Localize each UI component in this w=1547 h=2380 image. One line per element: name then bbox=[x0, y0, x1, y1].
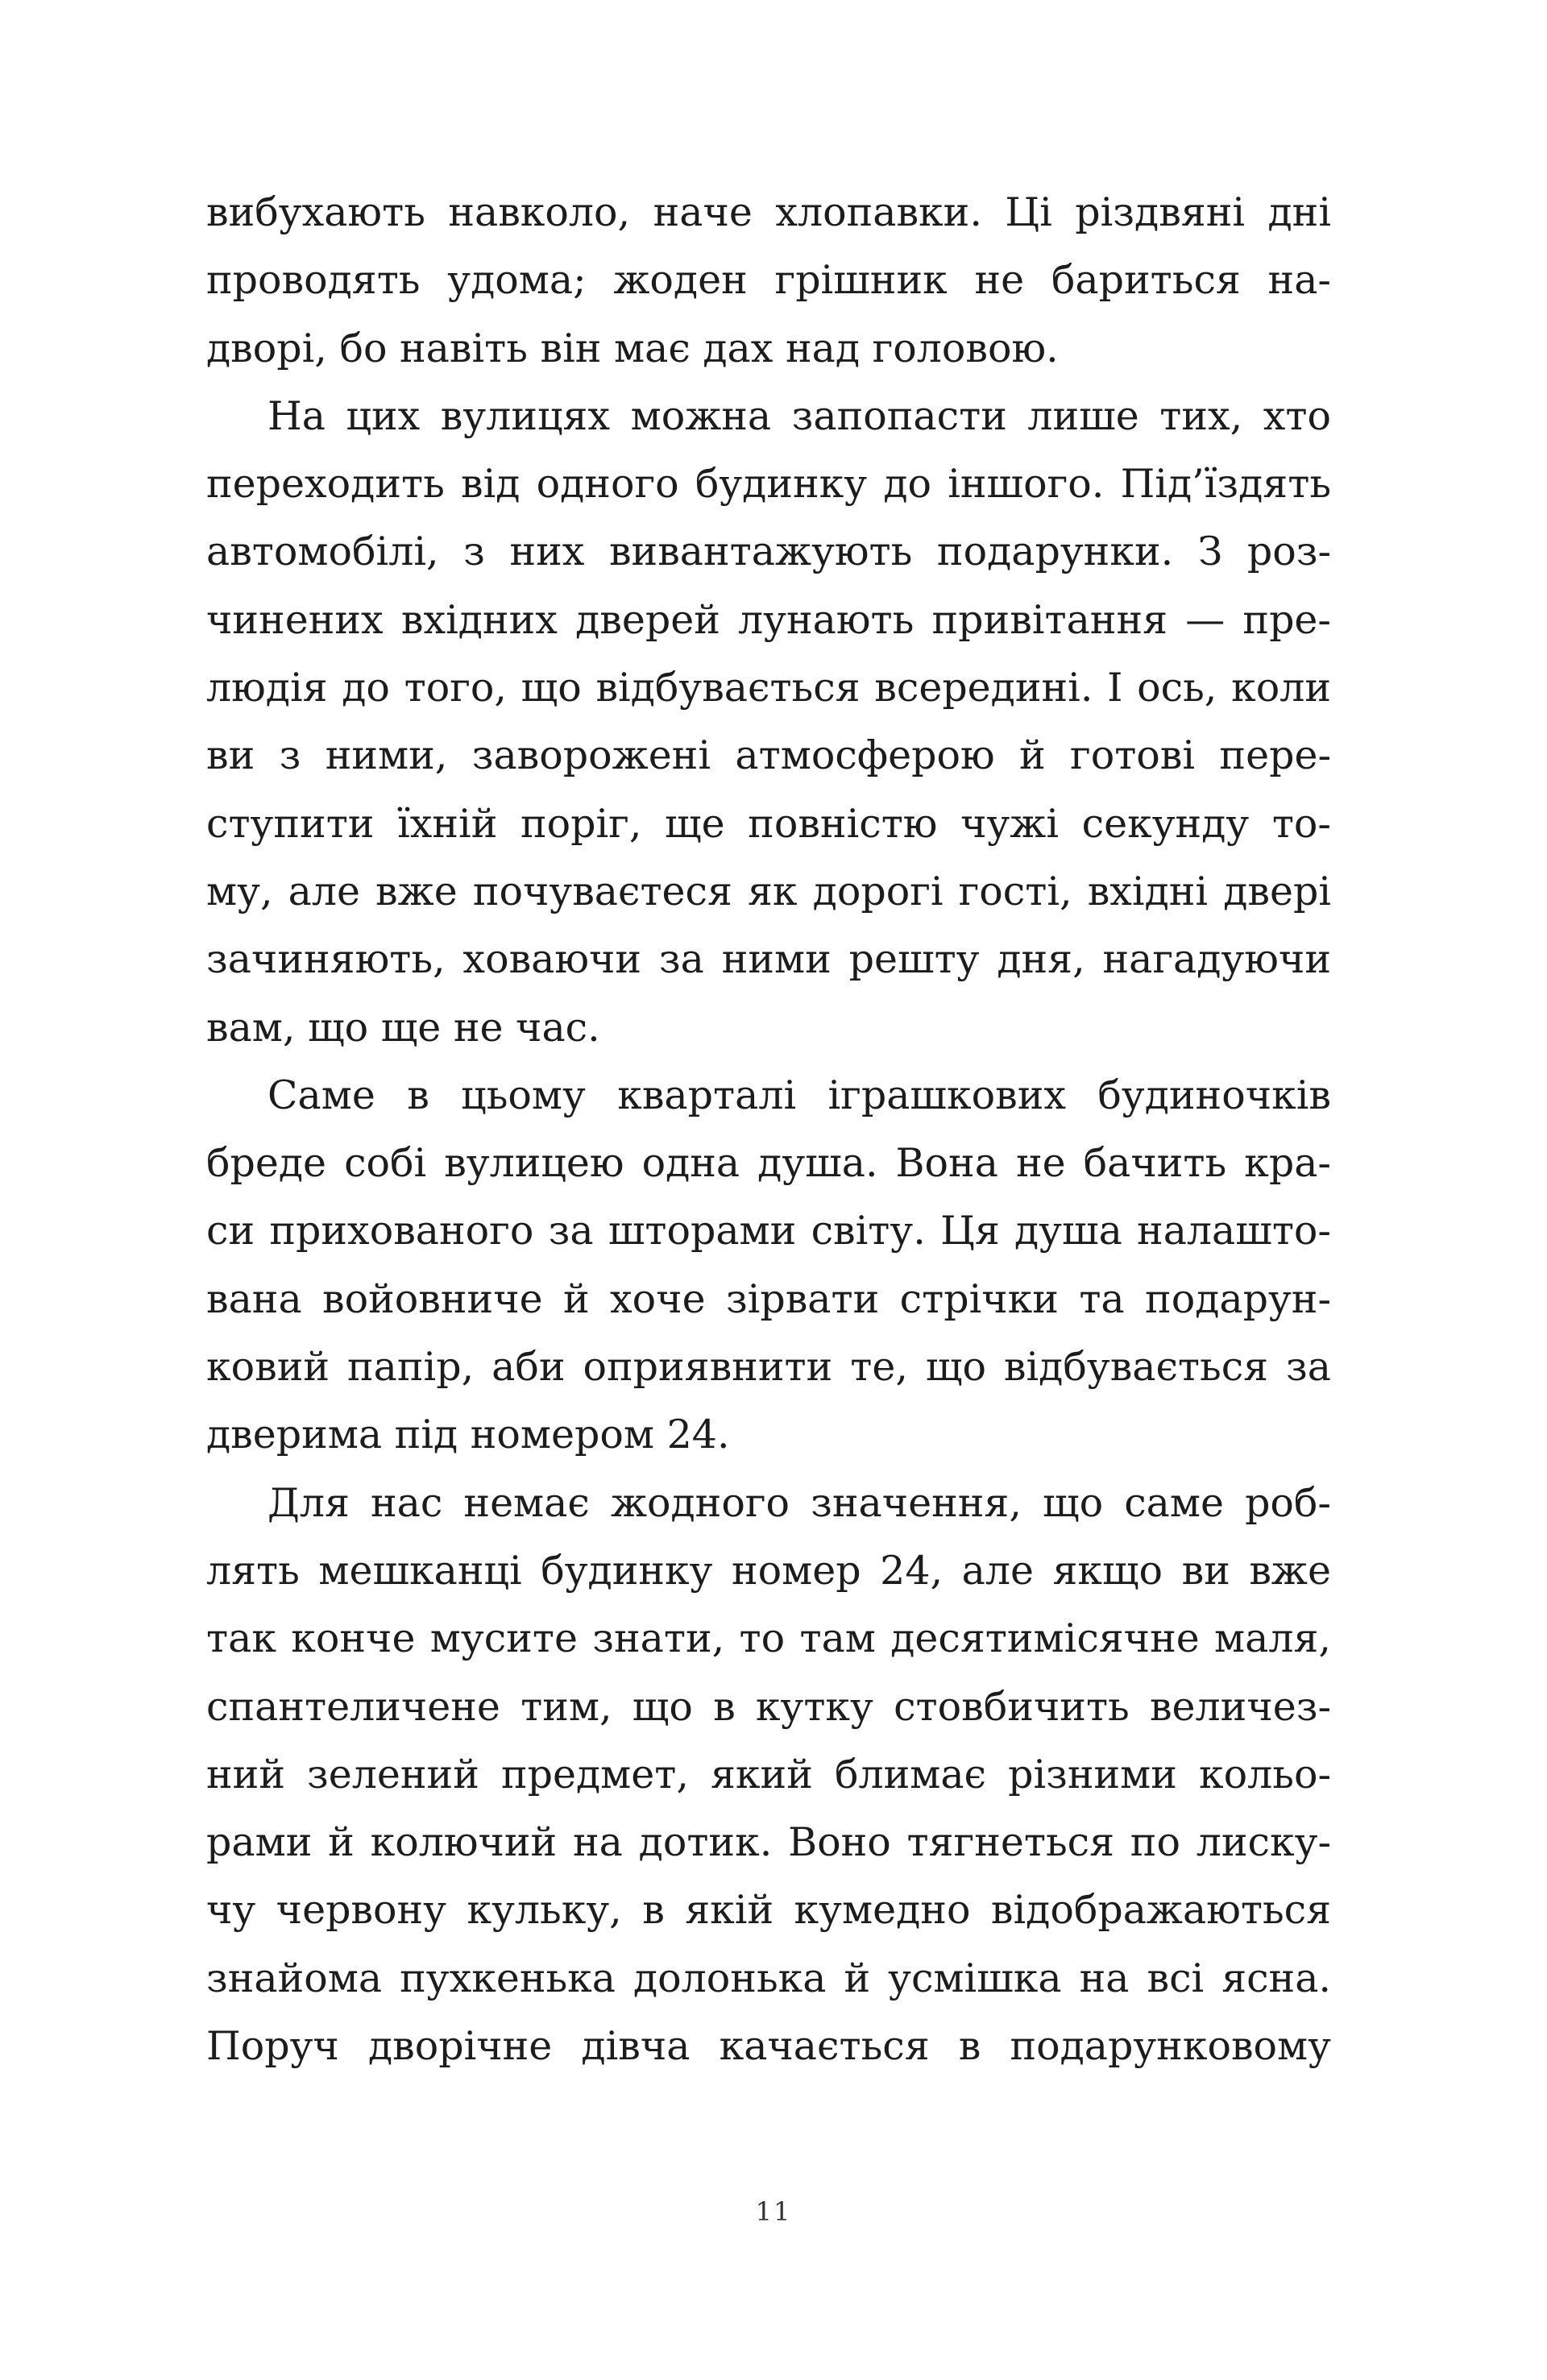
text-line: вам, що ще не час. bbox=[206, 1004, 600, 1051]
text-line: ви з ними, заворожені атмосферою й готові пере- bbox=[206, 732, 1331, 779]
text-line: проводять удома; жоден грішник не бариться на- bbox=[206, 257, 1331, 304]
text-line: автомобілі, з них вивантажують подарунки. З роз- bbox=[206, 529, 1331, 575]
text-line: Поруч дворічне дівча качається в подарунковому bbox=[206, 2023, 1331, 2070]
text-line: ковий папір, аби оприявнити те, що відбувається за bbox=[206, 1344, 1331, 1391]
text-line: людія до того, що відбувається всередині. І ось, коли bbox=[206, 665, 1331, 711]
text-line: переходить від одного будинку до іншого. Під’їздять bbox=[206, 461, 1331, 508]
text-line: дворі, бо навіть він має дах над головою. bbox=[206, 325, 1059, 371]
text-line: вибухають навколо, наче хлопавки. Ці різдвяні дні bbox=[206, 189, 1331, 235]
text-line: чинених вхідних дверей лунають привітання — пре- bbox=[206, 596, 1331, 643]
text-line: зачиняють, ховаючи за ними решту дня, нагадуючи bbox=[206, 936, 1331, 983]
text-line: ний зелений предмет, який блимає різними кольо- bbox=[206, 1751, 1331, 1797]
body-text bbox=[206, 179, 1331, 2080]
paragraph-first-line: Саме в цьому кварталі іграшкових будиночків bbox=[268, 1072, 1331, 1118]
text-line: чу червону кульку, в якій кумедно відображаються bbox=[206, 1887, 1331, 1934]
text-line: му, але вже почуваєтеся як дорогі гості, вхідні двері bbox=[206, 868, 1331, 914]
text-line: спантеличене тим, що в кутку стовбичить величез- bbox=[206, 1683, 1331, 1730]
text-line: так конче мусите знати, то там десятимісячне маля, bbox=[206, 1615, 1331, 1662]
text-line: бреде собі вулицею одна душа. Вона не бачить кра- bbox=[206, 1140, 1331, 1187]
text-line: дверима під номером 24. bbox=[206, 1412, 730, 1458]
text-line: си прихованого за шторами світу. Ця душа налашто- bbox=[206, 1208, 1331, 1254]
text-line: ступити їхній поріг, ще повністю чужі секунду то- bbox=[206, 800, 1331, 847]
text-line: лять мешканці будинку номер 24, але якщо ви вже bbox=[206, 1547, 1331, 1594]
page-number: 11 bbox=[755, 2196, 792, 2227]
text-line: вана войовниче й хоче зірвати стрічки та подарун- bbox=[206, 1275, 1331, 1322]
text-line: знайома пухкенька долонька й усмішка на всі ясна. bbox=[206, 1955, 1331, 2001]
paragraph-first-line: На цих вулицях можна запопасти лише тих, хто bbox=[268, 392, 1331, 439]
paragraph-first-line: Для нас немає жодного значення, що саме роб- bbox=[268, 1479, 1331, 1526]
text-line: рами й колючий на дотик. Воно тягнеться по лиску- bbox=[206, 1819, 1331, 1866]
